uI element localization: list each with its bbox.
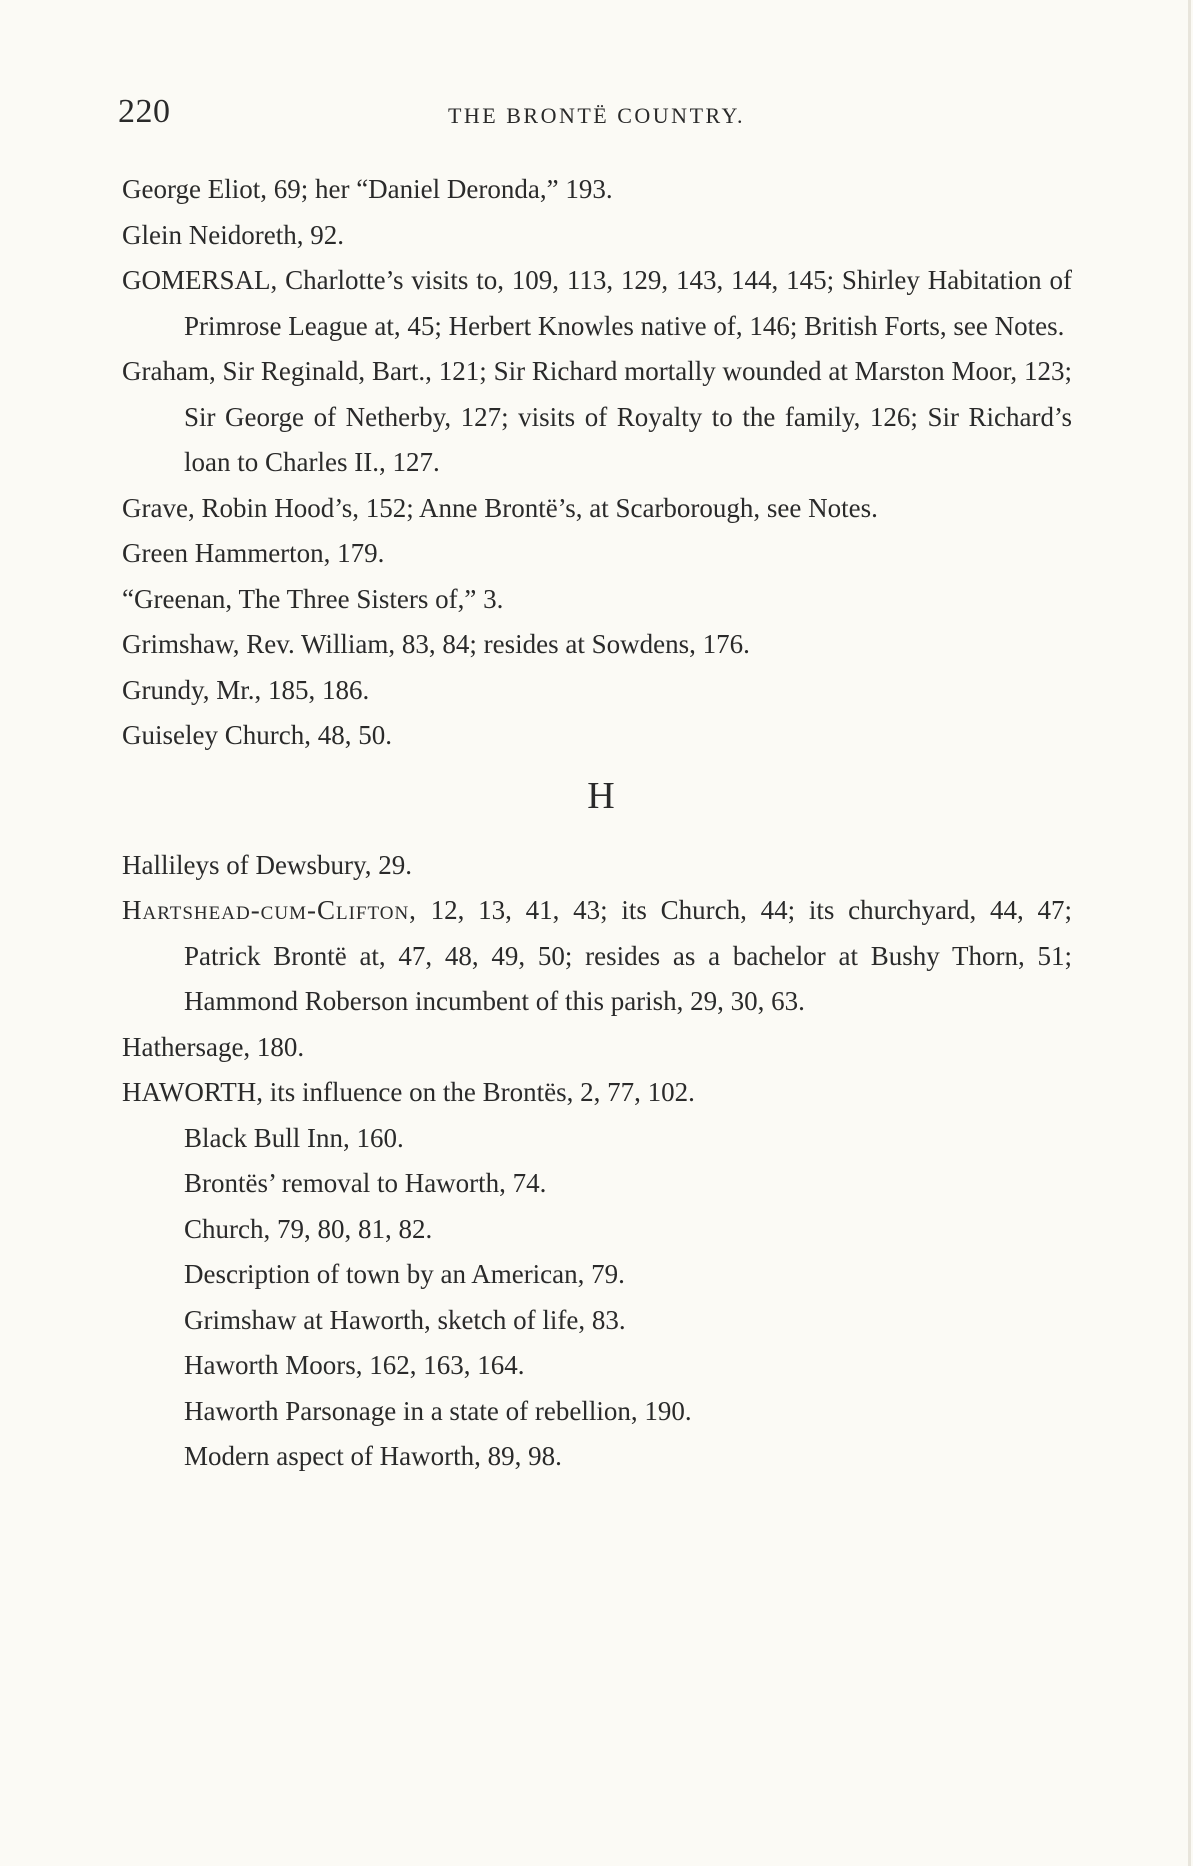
sub-entry-description: Description of town by an American, 79. [184,1259,625,1289]
sub-entry-haworth-moors: Haworth Moors, 162, 163, 164. [184,1350,525,1380]
index-entry-grundy: Grundy, Mr., 185, 186. [122,674,370,705]
section-heading-h: H [587,774,615,817]
index-entry-green-hammerton: Green Hammerton, 179. [122,538,385,568]
hartshead-text: 12, 13, 41, 43; its Church, 44; its churchyard, 44, 47; Patrick Brontë at, 47, 48, 49, 50; resides as a bachelor at Bushy Thorn, 51; Hammond Roberson incumbent of this parish, 29, 30, 63. [184,895,1072,1016]
sub-entry-grimshaw-sketch: Grimshaw at Haworth, sketch of life, 83. [184,1304,626,1335]
index-entry-grave: Grave, Robin Hood’s, 152; Anne Brontë’s, at Scarborough, see Notes. [122,492,878,523]
sub-entry-church: Church, 79, 80, 81, 82. [184,1213,433,1244]
sub-entry-parsonage: Haworth Parsonage in a state of rebellion, 190. [184,1395,692,1426]
sub-entry-black-bull: Black Bull Inn, 160. [184,1122,404,1153]
page-number: 220 [118,93,171,130]
index-entry-glein-neidoreth: Glein Neidoreth, 92. [122,219,344,250]
index-entry-gomersal: GOMERSAL, Charlotte’s visits to, 109, 113, 129, 143, 144, 145; Shirley Habitation of Primrose League at, 45; Herbert Knowles native of, 146; British Forts, see Notes. [122,265,1072,341]
index-entry-george-eliot: George Eliot, 69; her “Daniel Deronda,” 193. [122,174,613,204]
index-entry-grimshaw: Grimshaw, Rev. William, 83, 84; resides at Sowdens, 176. [122,629,750,659]
index-entry-hallileys: Hallileys of Dewsbury, 29. [122,849,412,880]
page-edge-shadow [1188,0,1191,1866]
index-entry-graham: Graham, Sir Reginald, Bart., 121; Sir Richard mortally wounded at Marston Moor, 123; Sir George of Netherby, 127; visits of Royalty to the family, 126; Sir Richard’s loan to Charles II., 127. [122,356,1072,477]
running-title: THE BRONTË COUNTRY. [447,103,746,128]
sub-entry-modern-aspect: Modern aspect of Haworth, 89, 98. [184,1441,562,1471]
index-entry-greenan: “Greenan, The Three Sisters of,” 3. [122,583,504,614]
hartshead-heading: Hartshead-cum-Clifton, [122,895,417,925]
index-entry-hathersage: Hathersage, 180. [122,1031,305,1062]
index-entry-hartshead [122,888,1072,1025]
sub-entry-brontes-removal: Brontës’ removal to Haworth, 74. [184,1168,547,1198]
index-entry-haworth: HAWORTH, its influence on the Brontës, 2, 77, 102. [122,1077,695,1107]
index-entry-guiseley: Guiseley Church, 48, 50. [122,720,392,750]
index-body [122,167,1072,1480]
